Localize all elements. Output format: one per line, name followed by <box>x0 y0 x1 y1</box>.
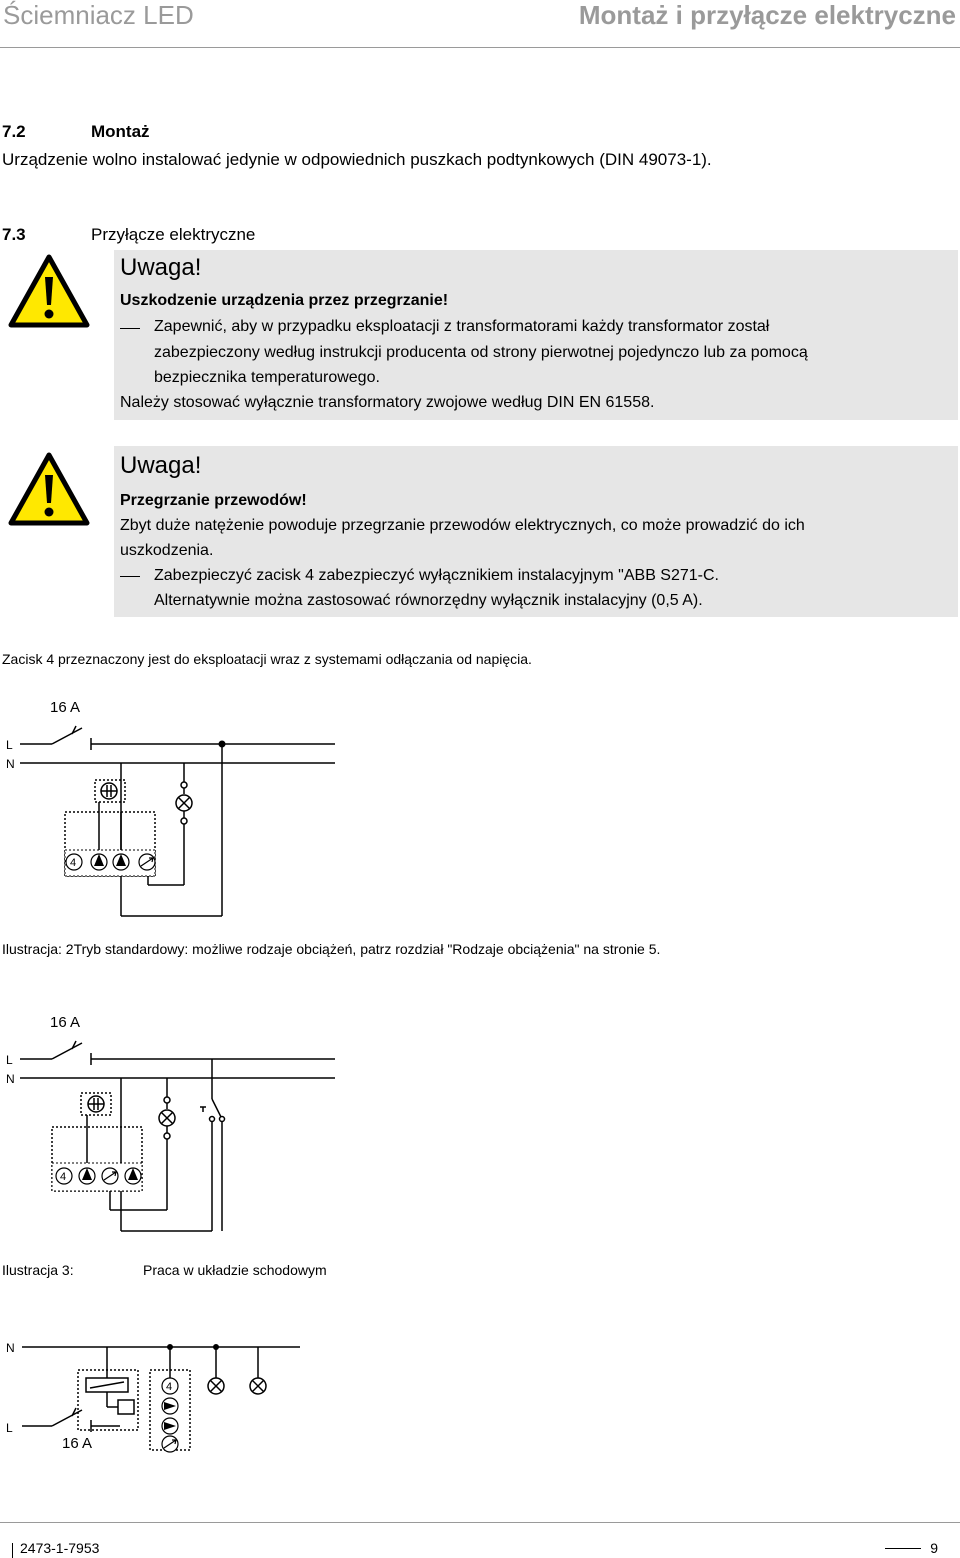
warning1-bullet-dash <box>120 328 140 329</box>
diagram1-fuse-label: 16 A <box>50 699 81 716</box>
wiring-diagram-staircase <box>0 1005 340 1245</box>
section-text-montaz: Urządzenie wolno instalować jedynie w odpowiednich puszkach podtynkowych (DIN 49073-1). <box>2 150 712 169</box>
footer-page-dash <box>885 1548 921 1549</box>
warning1-subtitle: Uszkodzenie urządzenia przez przegrzanie! <box>120 292 449 309</box>
warning2-text-line2: uszkodzenia. <box>120 542 214 559</box>
warning2-bullet-dash <box>120 576 140 577</box>
diagram1-caption: Ilustracja: 2Tryb standardowy: możliwe rodzaje obciążeń, patrz rozdział "Rodzaje obciążenia" na stronie 5. <box>2 941 661 957</box>
warning1-title: Uwaga! <box>120 254 202 281</box>
diagram1-line-L: L <box>6 738 13 752</box>
diagram2-terminal-label: 4 <box>60 1171 67 1183</box>
section-title-przylacze: Przyłącze elektryczne <box>91 225 256 244</box>
warning1-item-line1: Zapewnić, aby w przypadku eksploatacji z transformatorami każdy transformator został <box>154 318 770 335</box>
wiring-diagram-multi-load <box>0 1330 340 1460</box>
diagram2-line-L: L <box>6 1053 13 1067</box>
diagram1-line-N: N <box>6 757 15 771</box>
diagram2-caption-label: Ilustracja 3: <box>2 1262 74 1278</box>
diagram2-caption-text: Praca w układzie schodowym <box>143 1262 327 1278</box>
diagram3-line-L: L <box>6 1421 13 1435</box>
footer-page-number: 9 <box>930 1540 938 1556</box>
diagram3-terminal-label: 4 <box>166 1381 173 1393</box>
wiring-diagram-standard <box>0 690 340 930</box>
warning2-title: Uwaga! <box>120 452 202 479</box>
warning-triangle-icon <box>7 253 91 329</box>
header-rule <box>0 47 960 48</box>
warning1-note: Należy stosować wyłącznie transformatory zwojowe według DIN EN 61558. <box>120 394 655 411</box>
footer-bar <box>12 1543 13 1558</box>
diagram3-line-N: N <box>6 1341 15 1355</box>
footer-doc-number: 2473-1-7953 <box>20 1540 100 1556</box>
warning2-subtitle: Przegrzanie przewodów! <box>120 492 307 509</box>
section-title-montaz: Montaż <box>91 122 150 141</box>
section-number-przylacze: 7.3 <box>2 225 26 244</box>
diagram2-line-N: N <box>6 1072 15 1086</box>
diagram2-fuse-label: 16 A <box>50 1014 81 1031</box>
section-number-montaz: 7.2 <box>2 122 26 141</box>
footer-rule <box>0 1522 960 1523</box>
header-product-title: Ściemniacz LED <box>3 0 194 30</box>
warning2-item-line2: Alternatywnie można zastosować równorzędny wyłącznik instalacyjny (0,5 A). <box>154 592 703 609</box>
warning2-item-line1: Zabezpieczyć zacisk 4 zabezpieczyć wyłącznikiem instalacyjnym "ABB S271-C. <box>154 567 719 584</box>
terminal-note: Zacisk 4 przeznaczony jest do eksploatacji wraz z systemami odłączania od napięcia. <box>2 651 532 667</box>
warning1-item-line2: zabezpieczony według instrukcji producenta od strony pierwotnej pojedynczo lub za pomocą <box>154 344 808 361</box>
diagram3-fuse-label: 16 A <box>62 1435 93 1452</box>
diagram1-terminal-label: 4 <box>70 857 77 869</box>
warning2-text-line1: Zbyt duże natężenie powoduje przegrzanie przewodów elektrycznych, co może prowadzić do ich <box>120 517 805 534</box>
warning1-item-line3: bezpiecznika temperaturowego. <box>154 369 380 386</box>
header-chapter-title: Montaż i przyłącze elektryczne <box>578 0 956 30</box>
warning-triangle-icon <box>7 451 91 527</box>
